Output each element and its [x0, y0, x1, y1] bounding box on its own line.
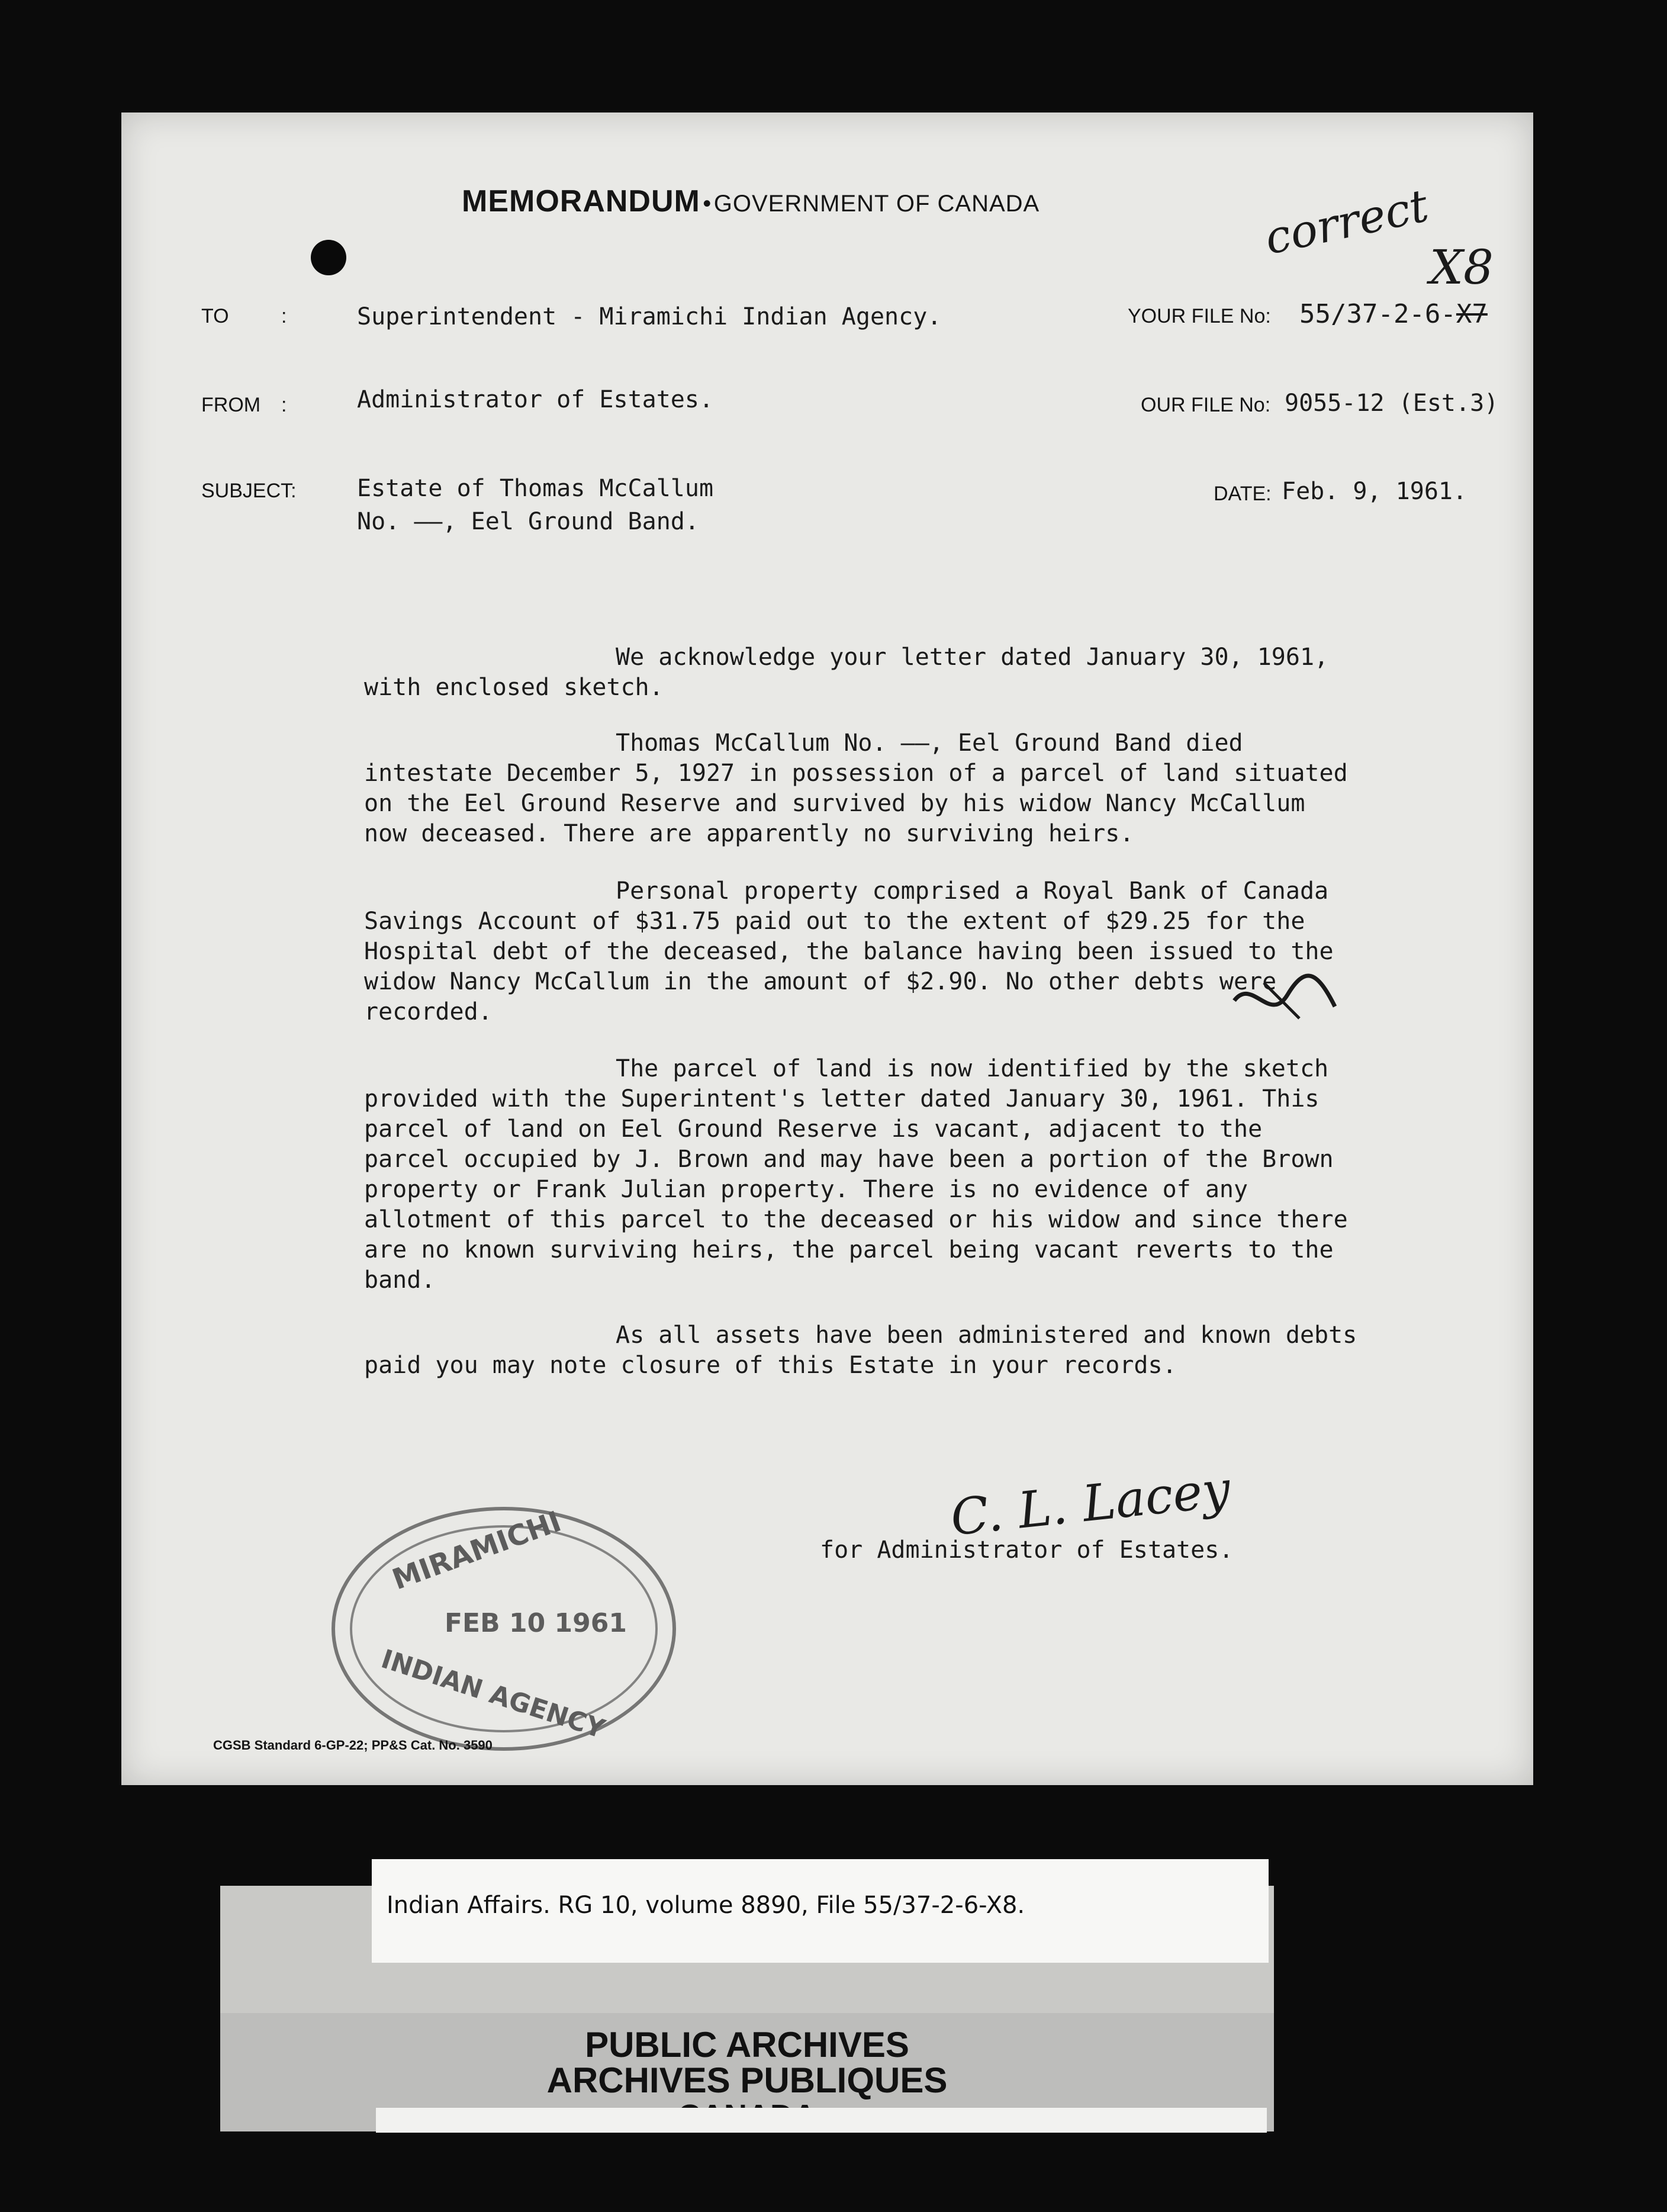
paragraph-4-line: parcel occupied by J. Brown and may have been a portion of the Brown: [364, 1146, 1334, 1173]
paragraph-3-line: Hospital debt of the deceased, the balance having been issued to the: [364, 938, 1334, 965]
archive-reference-label: [372, 1859, 1269, 1963]
your-file-struck-suffix: X7: [1456, 299, 1488, 329]
paragraph-5-line: paid you may note closure of this Estate in your records.: [364, 1352, 1177, 1379]
paragraph-1-line: We acknowledge your letter dated January 30, 1961,: [616, 644, 1329, 671]
from-label: FROM: [201, 394, 261, 416]
paragraph-3-line: Savings Account of $31.75 paid out to the extent of $29.25 for the: [364, 908, 1305, 935]
your-file-value: [1299, 299, 1488, 329]
paragraph-3: [364, 876, 1334, 1027]
paragraph-5: [364, 1320, 1357, 1381]
memo-sheet: [121, 112, 1533, 1785]
archive-line-1: PUBLIC ARCHIVES: [585, 2025, 909, 2065]
stamp-date: FEB 10 1961: [445, 1608, 627, 1638]
paragraph-4-line: are no known surviving heirs, the parcel being vacant reverts to the: [364, 1236, 1334, 1263]
date-label: DATE:: [1214, 483, 1272, 505]
paragraph-4-line: parcel of land on Eel Ground Reserve is vacant, adjacent to the: [364, 1115, 1263, 1143]
paragraph-1-line: with enclosed sketch.: [364, 674, 664, 701]
subject-line-2: No. ——, Eel Ground Band.: [357, 508, 699, 535]
stamp-top-text: MIRAMICHI: [388, 1504, 566, 1597]
paragraph-2: [364, 728, 1348, 849]
paragraph-3-line: widow Nancy McCallum in the amount of $2.90. No other debts were: [364, 968, 1277, 995]
paragraph-2-line: intestate December 5, 1927 in possession of a parcel of land situated: [364, 760, 1348, 787]
archive-reference-text: Indian Affairs. RG 10, volume 8890, File 55/37-2-6-X8.: [387, 1892, 1025, 1919]
paragraph-2-line: now deceased. There are apparently no surviving heirs.: [364, 820, 1134, 847]
paragraph-4: [364, 1054, 1348, 1295]
ink-scribble: [1228, 959, 1347, 1036]
paragraph-4-line: allotment of this parcel to the deceased or his widow and since there: [364, 1206, 1348, 1233]
paragraph-2-line: on the Eel Ground Reserve and survived by his widow Nancy McCallum: [364, 790, 1305, 817]
signature-line: for Administrator of Estates.: [820, 1536, 1234, 1564]
date-value: Feb. 9, 1961.: [1282, 478, 1468, 505]
paragraph-3-line: Personal property comprised a Royal Bank of Canada: [616, 877, 1329, 905]
stamp-bottom-text: INDIAN AGENCY: [377, 1644, 609, 1745]
your-file-number: 55/37-2-6-: [1299, 299, 1456, 329]
memo-heading: [462, 184, 1040, 219]
paragraph-2-line: Thomas McCallum No. ——, Eel Ground Band died: [616, 729, 1243, 757]
our-file-value: 9055-12 (Est.3): [1285, 390, 1499, 417]
punch-hole: [311, 240, 346, 275]
paragraph-5-line: As all assets have been administered and known debts: [616, 1322, 1357, 1349]
paragraph-4-line: property or Frank Julian property. There is no evidence of any: [364, 1176, 1248, 1203]
card-bottom-strip: [376, 2108, 1267, 2133]
memo-subtitle: GOVERNMENT OF CANADA: [713, 191, 1040, 217]
your-file-label: YOUR FILE No:: [1128, 305, 1271, 327]
paragraph-4-line: band.: [364, 1266, 436, 1294]
agency-received-stamp: [332, 1504, 676, 1751]
heading-bullet: •: [703, 191, 712, 217]
to-colon: :: [281, 305, 287, 327]
catalog-footer: CGSB Standard 6-GP-22; PP&S Cat. No. 3590: [213, 1738, 493, 1753]
paragraph-3-line: recorded.: [364, 998, 493, 1025]
subject-line-1: Estate of Thomas McCallum: [357, 475, 714, 502]
memo-title: MEMORANDUM: [462, 184, 700, 218]
paragraph-4-line: provided with the Superintent's letter dated January 30, 1961. This: [364, 1085, 1320, 1113]
our-file-label: OUR FILE No:: [1141, 394, 1271, 416]
from-colon: :: [281, 394, 287, 416]
paragraph-4-line: The parcel of land is now identified by the sketch: [616, 1055, 1329, 1082]
signature: C. L. Lacey: [948, 1459, 1233, 1547]
to-label: TO: [201, 305, 229, 327]
paragraph-1: [364, 642, 1328, 703]
handwritten-file-suffix: X8: [1430, 240, 1494, 295]
subject-label: SUBJECT:: [201, 480, 297, 502]
handwritten-note: correct: [1260, 178, 1433, 265]
from-value: Administrator of Estates.: [357, 386, 714, 413]
archive-line-2: ARCHIVES PUBLIQUES: [546, 2060, 948, 2100]
to-value: Superintendent - Miramichi Indian Agency.: [357, 303, 942, 330]
